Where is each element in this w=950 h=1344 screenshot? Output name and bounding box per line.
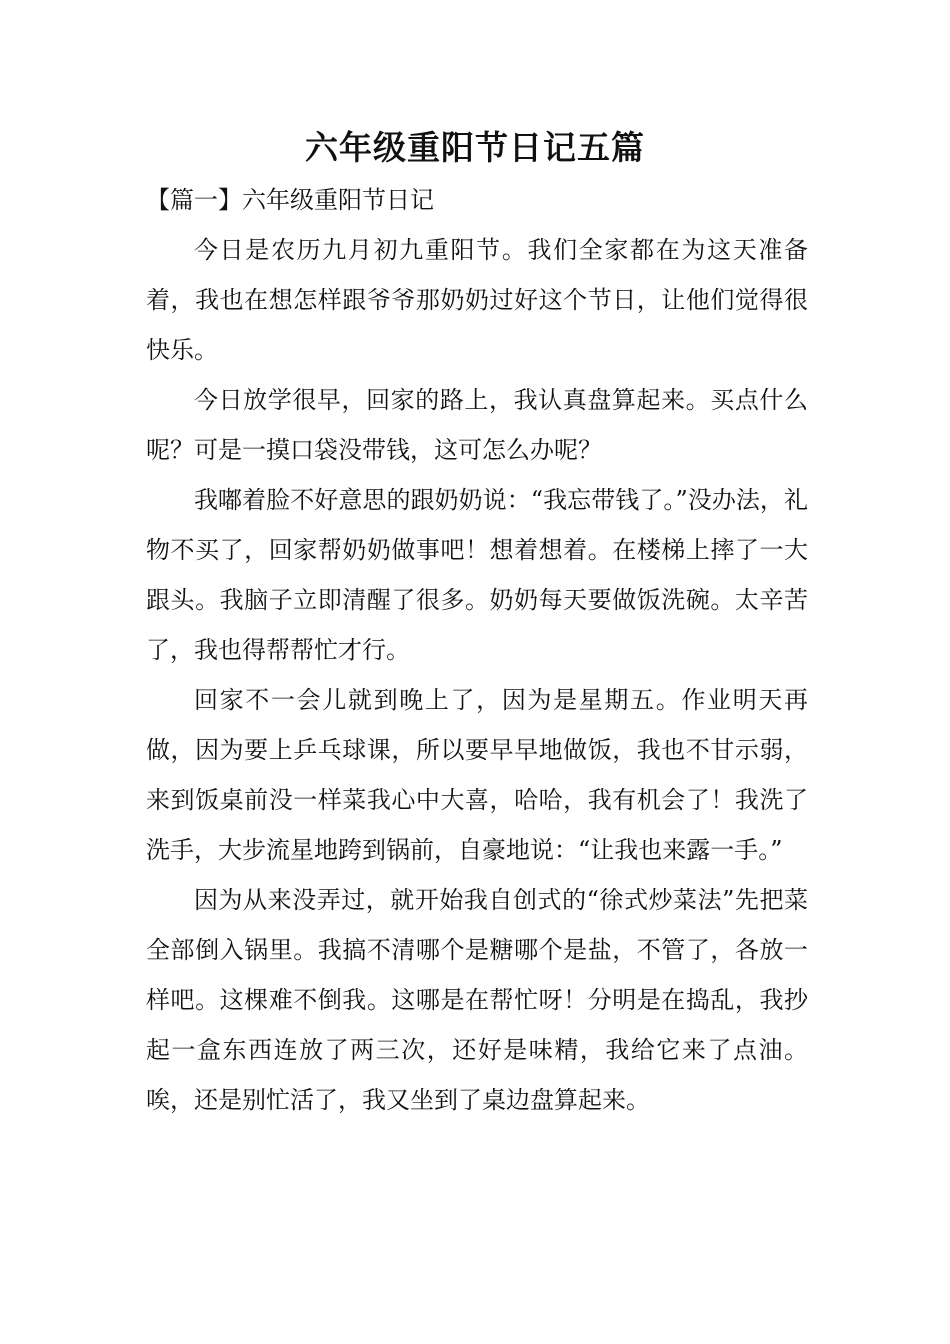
paragraph-5: 因为从来没弄过，就开始我自创式的“徐式炒菜法”先把菜全部倒入锅里。我搞不清哪个是糖哪个是盐，不管了，各放一样吧。这棵难不倒我。这哪是在帮忙呀！分明是在捣乱，我抄起一盒东西连放了两三次，还好是味精，我给它来了点油。唉，还是别忙活了，我又坐到了桌边盘算起来。 [146,886,808,1114]
paragraph-2: 今日放学很早，回家的路上，我认真盘算起来。买点什么呢？可是一摸口袋没带钱，这可怎么办呢？ [146,386,808,464]
paragraph-4: 回家不一会儿就到晚上了，因为是星期五。作业明天再做，因为要上乒乓球课，所以要早早地做饭，我也不甘示弱，来到饭桌前没一样菜我心中大喜，哈哈，我有机会了！我洗了洗手，大步流星地跨到锅前，自豪地说：“让我也来露一手。” [146,686,808,864]
section-heading: 【篇一】六年级重阳节日记 [146,186,434,214]
document-body [146,175,808,1125]
paragraph-1: 今日是农历九月初九重阳节。我们全家都在为这天准备着，我也在想怎样跟爷爷那奶奶过好这个节日，让他们觉得很快乐。 [146,236,808,364]
document-title: 六年级重阳节日记五篇 [305,128,645,167]
paragraph-3: 我嘟着脸不好意思的跟奶奶说：“我忘带钱了。”没办法，礼物不买了，回家帮奶奶做事吧！想着想着。在楼梯上摔了一大跟头。我脑子立即清醒了很多。奶奶每天要做饭洗碗。太辛苦了，我也得帮帮忙才行。 [146,486,808,664]
